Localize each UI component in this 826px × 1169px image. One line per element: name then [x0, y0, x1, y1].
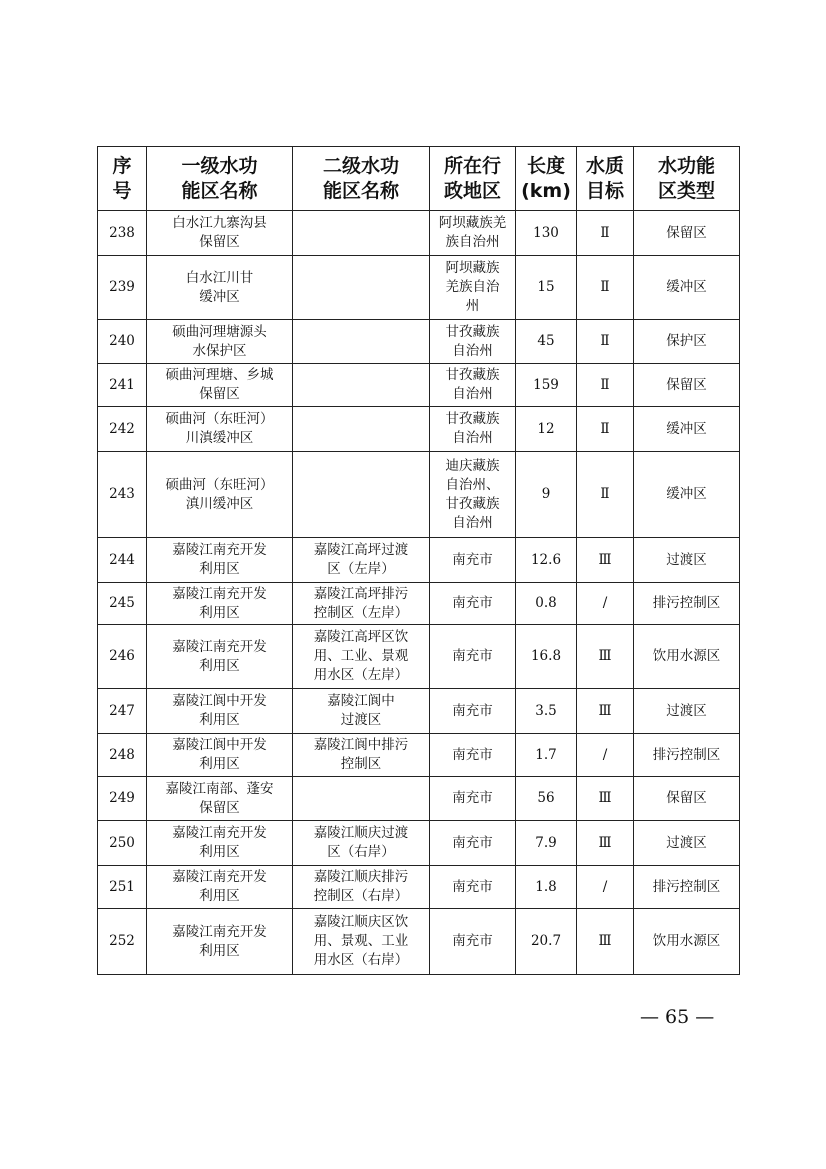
- cell-water-target: Ⅲ: [577, 821, 634, 866]
- cell-water-target: /: [577, 583, 634, 625]
- cell-no: 242: [98, 407, 147, 452]
- cell-primary-zone: 嘉陵江南充开发 利用区: [147, 583, 293, 625]
- cell-secondary-zone: 嘉陵江高坪过渡 区（左岸）: [293, 538, 430, 583]
- table-row: [98, 909, 740, 975]
- cell-region: 阿坝藏族羌 族自治州: [430, 211, 516, 256]
- cell-secondary-zone: 嘉陵江顺庆区饮 用、景观、工业 用水区（右岸）: [293, 909, 430, 975]
- cell-region: 南充市: [430, 777, 516, 821]
- header-region: 所在行 政地区: [430, 147, 516, 211]
- cell-primary-zone: 嘉陵江南充开发 利用区: [147, 909, 293, 975]
- cell-length: 15: [516, 256, 577, 320]
- cell-secondary-zone: [293, 777, 430, 821]
- table-row: [98, 866, 740, 909]
- cell-no: 252: [98, 909, 147, 975]
- cell-zone-type: 排污控制区: [634, 734, 740, 777]
- cell-length: 45: [516, 320, 577, 364]
- table-row: [98, 452, 740, 538]
- cell-secondary-zone: 嘉陵江阆中 过渡区: [293, 689, 430, 734]
- cell-secondary-zone: [293, 211, 430, 256]
- cell-water-target: Ⅱ: [577, 364, 634, 407]
- cell-length: 56: [516, 777, 577, 821]
- cell-region: 甘孜藏族 自治州: [430, 320, 516, 364]
- cell-length: 12: [516, 407, 577, 452]
- cell-water-target: Ⅲ: [577, 625, 634, 689]
- cell-length: 20.7: [516, 909, 577, 975]
- cell-water-target: Ⅱ: [577, 320, 634, 364]
- cell-zone-type: 过渡区: [634, 689, 740, 734]
- cell-region: 南充市: [430, 625, 516, 689]
- cell-region: 南充市: [430, 734, 516, 777]
- header-primary-zone: 一级水功 能区名称: [147, 147, 293, 211]
- cell-length: 12.6: [516, 538, 577, 583]
- cell-zone-type: 过渡区: [634, 538, 740, 583]
- cell-zone-type: 保护区: [634, 320, 740, 364]
- cell-zone-type: 保留区: [634, 777, 740, 821]
- cell-water-target: Ⅲ: [577, 689, 634, 734]
- cell-no: 241: [98, 364, 147, 407]
- cell-no: 249: [98, 777, 147, 821]
- cell-length: 130: [516, 211, 577, 256]
- cell-no: 239: [98, 256, 147, 320]
- cell-primary-zone: 硕曲河（东旺河） 川滇缓冲区: [147, 407, 293, 452]
- cell-no: 246: [98, 625, 147, 689]
- cell-water-target: Ⅲ: [577, 909, 634, 975]
- cell-primary-zone: 硕曲河（东旺河） 滇川缓冲区: [147, 452, 293, 538]
- cell-zone-type: 饮用水源区: [634, 909, 740, 975]
- cell-no: 245: [98, 583, 147, 625]
- cell-region: 南充市: [430, 821, 516, 866]
- table-row: [98, 689, 740, 734]
- cell-zone-type: 缓冲区: [634, 256, 740, 320]
- cell-region: 南充市: [430, 909, 516, 975]
- cell-region: 阿坝藏族 羌族自治 州: [430, 256, 516, 320]
- cell-water-target: /: [577, 734, 634, 777]
- table-row: [98, 538, 740, 583]
- table-row: [98, 583, 740, 625]
- cell-length: 1.7: [516, 734, 577, 777]
- cell-water-target: Ⅱ: [577, 452, 634, 538]
- cell-zone-type: 饮用水源区: [634, 625, 740, 689]
- cell-primary-zone: 硕曲河理塘、乡城 保留区: [147, 364, 293, 407]
- cell-secondary-zone: [293, 364, 430, 407]
- table-row: [98, 777, 740, 821]
- cell-primary-zone: 白水江川甘 缓冲区: [147, 256, 293, 320]
- cell-secondary-zone: 嘉陵江阆中排污 控制区: [293, 734, 430, 777]
- table-row: [98, 407, 740, 452]
- cell-primary-zone: 嘉陵江南充开发 利用区: [147, 866, 293, 909]
- page-number: — 65 —: [640, 1006, 715, 1028]
- table-row: [98, 211, 740, 256]
- cell-region: 迪庆藏族 自治州、 甘孜藏族 自治州: [430, 452, 516, 538]
- cell-length: 0.8: [516, 583, 577, 625]
- cell-no: 244: [98, 538, 147, 583]
- header-no: 序 号: [98, 147, 147, 211]
- cell-primary-zone: 嘉陵江南充开发 利用区: [147, 538, 293, 583]
- cell-secondary-zone: [293, 452, 430, 538]
- table-row: [98, 734, 740, 777]
- table-row: [98, 625, 740, 689]
- cell-zone-type: 保留区: [634, 211, 740, 256]
- table-row: [98, 320, 740, 364]
- cell-zone-type: 缓冲区: [634, 452, 740, 538]
- cell-water-target: Ⅲ: [577, 538, 634, 583]
- cell-secondary-zone: [293, 256, 430, 320]
- header-secondary-zone: 二级水功 能区名称: [293, 147, 430, 211]
- table-row: [98, 256, 740, 320]
- cell-region: 南充市: [430, 689, 516, 734]
- table-header-row: [98, 147, 740, 211]
- cell-zone-type: 过渡区: [634, 821, 740, 866]
- cell-no: 247: [98, 689, 147, 734]
- cell-region: 南充市: [430, 538, 516, 583]
- header-water-target: 水质 目标: [577, 147, 634, 211]
- cell-no: 251: [98, 866, 147, 909]
- header-length: 长度 (km): [516, 147, 577, 211]
- cell-primary-zone: 嘉陵江南部、蓬安 保留区: [147, 777, 293, 821]
- cell-no: 248: [98, 734, 147, 777]
- cell-length: 16.8: [516, 625, 577, 689]
- cell-primary-zone: 嘉陵江南充开发 利用区: [147, 625, 293, 689]
- cell-secondary-zone: [293, 320, 430, 364]
- cell-length: 3.5: [516, 689, 577, 734]
- cell-region: 甘孜藏族 自治州: [430, 364, 516, 407]
- cell-zone-type: 排污控制区: [634, 866, 740, 909]
- cell-water-target: Ⅲ: [577, 777, 634, 821]
- cell-water-target: Ⅱ: [577, 211, 634, 256]
- cell-water-target: /: [577, 866, 634, 909]
- cell-secondary-zone: 嘉陵江高坪区饮 用、工业、景观 用水区（左岸）: [293, 625, 430, 689]
- cell-no: 238: [98, 211, 147, 256]
- cell-no: 240: [98, 320, 147, 364]
- cell-water-target: Ⅱ: [577, 407, 634, 452]
- cell-zone-type: 保留区: [634, 364, 740, 407]
- cell-primary-zone: 嘉陵江南充开发 利用区: [147, 821, 293, 866]
- cell-primary-zone: 白水江九寨沟县 保留区: [147, 211, 293, 256]
- cell-region: 甘孜藏族 自治州: [430, 407, 516, 452]
- cell-water-target: Ⅱ: [577, 256, 634, 320]
- water-function-zone-table: [97, 146, 740, 975]
- cell-secondary-zone: 嘉陵江顺庆过渡 区（右岸）: [293, 821, 430, 866]
- cell-length: 9: [516, 452, 577, 538]
- cell-no: 243: [98, 452, 147, 538]
- table-row: [98, 821, 740, 866]
- cell-length: 159: [516, 364, 577, 407]
- table-row: [98, 364, 740, 407]
- cell-region: 南充市: [430, 583, 516, 625]
- cell-primary-zone: 硕曲河理塘源头 水保护区: [147, 320, 293, 364]
- cell-secondary-zone: 嘉陵江高坪排污 控制区（左岸）: [293, 583, 430, 625]
- cell-zone-type: 排污控制区: [634, 583, 740, 625]
- cell-secondary-zone: 嘉陵江顺庆排污 控制区（右岸）: [293, 866, 430, 909]
- cell-zone-type: 缓冲区: [634, 407, 740, 452]
- cell-no: 250: [98, 821, 147, 866]
- cell-length: 7.9: [516, 821, 577, 866]
- cell-secondary-zone: [293, 407, 430, 452]
- cell-region: 南充市: [430, 866, 516, 909]
- cell-primary-zone: 嘉陵江阆中开发 利用区: [147, 689, 293, 734]
- cell-primary-zone: 嘉陵江阆中开发 利用区: [147, 734, 293, 777]
- header-zone-type: 水功能 区类型: [634, 147, 740, 211]
- cell-length: 1.8: [516, 866, 577, 909]
